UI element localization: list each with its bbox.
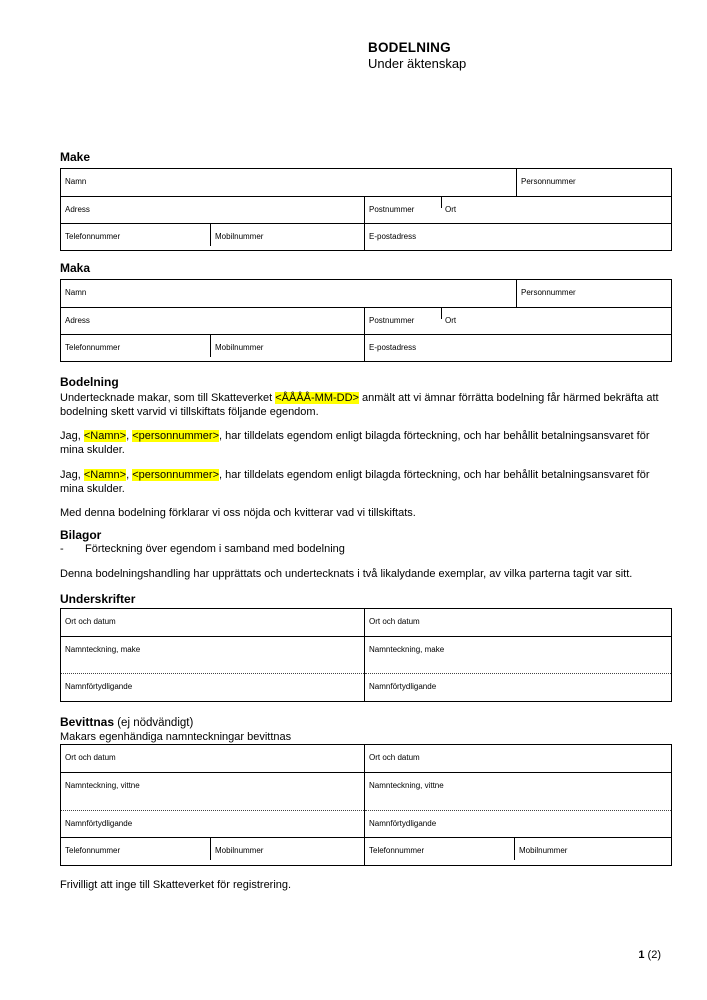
name-placeholder: <Namn> xyxy=(83,430,127,442)
signature-column-make xyxy=(61,609,364,701)
bullet-dash: - xyxy=(60,543,64,555)
field-epostadress-maka xyxy=(364,335,671,361)
personnummer-placeholder: <personnummer> xyxy=(132,430,220,442)
maka-info-table xyxy=(60,279,672,362)
field-ort-och-datum xyxy=(365,609,671,636)
field-telefonnummer-vittne xyxy=(61,838,211,865)
date-placeholder: <ÅÅÅÅ-MM-DD> xyxy=(275,392,359,404)
field-telefonnummer-maka xyxy=(61,335,211,361)
paragraph-text: , xyxy=(126,430,133,442)
field-label: Telefonnummer xyxy=(65,343,121,352)
paragraph-text: Undertecknade makar, som till Skatteverket xyxy=(60,392,276,404)
table-row xyxy=(61,334,671,361)
witness-phone-row xyxy=(61,837,364,865)
page-title: BODELNING xyxy=(368,40,451,55)
bodelning-paragraph-2 xyxy=(60,429,672,457)
field-label: Ort xyxy=(445,205,457,214)
field-ort-make xyxy=(441,197,671,223)
field-personnummer-maka xyxy=(516,280,671,307)
field-namnteckning-make xyxy=(61,636,364,673)
field-namnteckning-vittne xyxy=(365,772,671,810)
field-label: Ort och datum xyxy=(369,753,420,762)
field-label: Namnteckning, make xyxy=(369,645,445,654)
name-placeholder: <Namn> xyxy=(83,469,127,481)
field-label: Personnummer xyxy=(521,177,576,186)
field-label: Telefonnummer xyxy=(65,846,121,855)
page-number-total: (2) xyxy=(647,949,661,961)
underskrifter-table xyxy=(60,608,672,702)
field-namn-maka xyxy=(61,280,516,307)
field-label: Mobilnummer xyxy=(215,343,264,352)
field-label: E-postadress xyxy=(369,232,417,241)
field-label: Personnummer xyxy=(521,288,576,297)
witness-column-1 xyxy=(61,745,364,865)
field-label: Telefonnummer xyxy=(369,846,425,855)
field-adress-make xyxy=(61,197,364,223)
field-label: Namnteckning, vittne xyxy=(65,781,140,790)
field-label: Namn xyxy=(65,288,87,297)
field-mobilnummer-make xyxy=(211,224,364,250)
section-make-heading: Make xyxy=(60,150,91,164)
field-namn-make xyxy=(61,169,516,196)
field-label: Postnummer xyxy=(369,205,415,214)
table-row xyxy=(61,307,671,334)
heading-note: (ej nödvändigt) xyxy=(114,717,194,729)
field-mobilnummer-vittne xyxy=(515,838,671,865)
cell-divider-tick xyxy=(441,197,442,208)
field-label: Mobilnummer xyxy=(215,846,264,855)
field-namnfortydligande xyxy=(61,673,364,701)
bilagor-note: Denna bodelningshandling har upprättats och undertecknats i två likalydande exemplar, av vilka parterna tagit var sitt. xyxy=(60,568,633,580)
paragraph-text: anmält att vi ämnar förrätta bodelning får härmed bekräfta att bodelning skett varvid vi tillskiftats följande egendom. xyxy=(60,392,659,418)
bullet-text: Förteckning över egendom i samband med bodelning xyxy=(85,543,345,555)
field-postnummer-maka xyxy=(364,308,441,334)
page-number-current: 1 xyxy=(638,949,645,961)
section-bodelning-heading: Bodelning xyxy=(60,375,119,389)
field-adress-maka xyxy=(61,308,364,334)
field-ort-och-datum xyxy=(365,745,671,772)
field-label: Adress xyxy=(65,205,90,214)
section-underskrifter-heading: Underskrifter xyxy=(60,592,136,606)
field-ort-och-datum xyxy=(61,609,364,636)
heading-bold: Bevittnas xyxy=(60,715,115,729)
personnummer-placeholder: <personnummer> xyxy=(132,469,220,481)
footer-note: Frivilligt att inge till Skatteverket för registrering. xyxy=(60,879,292,891)
paragraph-text: Jag, xyxy=(60,430,84,442)
witness-column-2 xyxy=(364,745,671,865)
section-bilagor-heading: Bilagor xyxy=(60,528,102,542)
field-label: Adress xyxy=(65,316,90,325)
cell-divider-tick xyxy=(441,308,442,319)
page-number xyxy=(638,948,661,962)
field-label: Ort och datum xyxy=(65,753,116,762)
field-namnfortydligande xyxy=(365,810,671,837)
field-label: E-postadress xyxy=(369,343,417,352)
field-namnteckning-vittne xyxy=(61,772,364,810)
field-label: Ort xyxy=(445,316,457,325)
field-label: Postnummer xyxy=(369,316,415,325)
field-namnfortydligande xyxy=(61,810,364,837)
table-row xyxy=(61,196,671,223)
field-label: Namnteckning, vittne xyxy=(369,781,444,790)
bodelning-paragraph-1 xyxy=(60,391,672,419)
bilagor-list-item xyxy=(60,542,672,556)
field-label: Mobilnummer xyxy=(215,232,264,241)
paragraph-text: Jag, xyxy=(60,469,84,481)
field-label: Ort och datum xyxy=(369,617,420,626)
field-label: Mobilnummer xyxy=(519,846,568,855)
field-epostadress-make xyxy=(364,224,671,250)
bodelning-paragraph-3 xyxy=(60,468,672,496)
section-maka-heading: Maka xyxy=(60,261,91,275)
paragraph-text: , har tilldelats egendom enligt bilagda förteckning, och har behållit betalningsansvaret för mina skulder. xyxy=(60,469,650,495)
table-row xyxy=(61,280,671,307)
field-label: Namnförtydligande xyxy=(65,682,133,691)
section-bevittnas-heading xyxy=(60,715,672,730)
field-telefonnummer-make xyxy=(61,224,211,250)
bevittnas-table xyxy=(60,744,672,866)
witness-phone-row xyxy=(365,837,671,865)
document-content xyxy=(60,150,672,892)
field-label: Namnförtydligande xyxy=(369,682,437,691)
make-info-table xyxy=(60,168,672,251)
field-telefonnummer-vittne xyxy=(365,838,515,865)
field-namnteckning-make xyxy=(365,636,671,673)
table-row xyxy=(61,169,671,196)
field-label: Namnförtydligande xyxy=(369,819,437,828)
field-mobilnummer-maka xyxy=(211,335,364,361)
field-label: Namnförtydligande xyxy=(65,819,133,828)
paragraph-text: , xyxy=(126,469,133,481)
field-postnummer-make xyxy=(364,197,441,223)
paragraph-text: , har tilldelats egendom enligt bilagda förteckning, och har behållit betalningsansvaret för mina skulder. xyxy=(60,430,650,456)
table-row xyxy=(61,223,671,250)
field-mobilnummer-vittne xyxy=(211,838,364,865)
field-label: Namnteckning, make xyxy=(65,645,141,654)
bodelning-closing: Med denna bodelning förklarar vi oss nöjda och kvitterar vad vi tillskiftats. xyxy=(60,507,416,519)
title-block xyxy=(368,39,466,72)
field-namnfortydligande xyxy=(365,673,671,701)
field-label: Telefonnummer xyxy=(65,232,121,241)
field-personnummer-make xyxy=(516,169,671,196)
signature-column-maka xyxy=(364,609,671,701)
bevittnas-subheading: Makars egenhändiga namnteckningar bevittnas xyxy=(60,731,292,743)
field-ort-maka xyxy=(441,308,671,334)
field-label: Ort och datum xyxy=(65,617,116,626)
field-label: Namn xyxy=(65,177,87,186)
field-ort-och-datum xyxy=(61,745,364,772)
page-subtitle: Under äktenskap xyxy=(368,56,467,71)
